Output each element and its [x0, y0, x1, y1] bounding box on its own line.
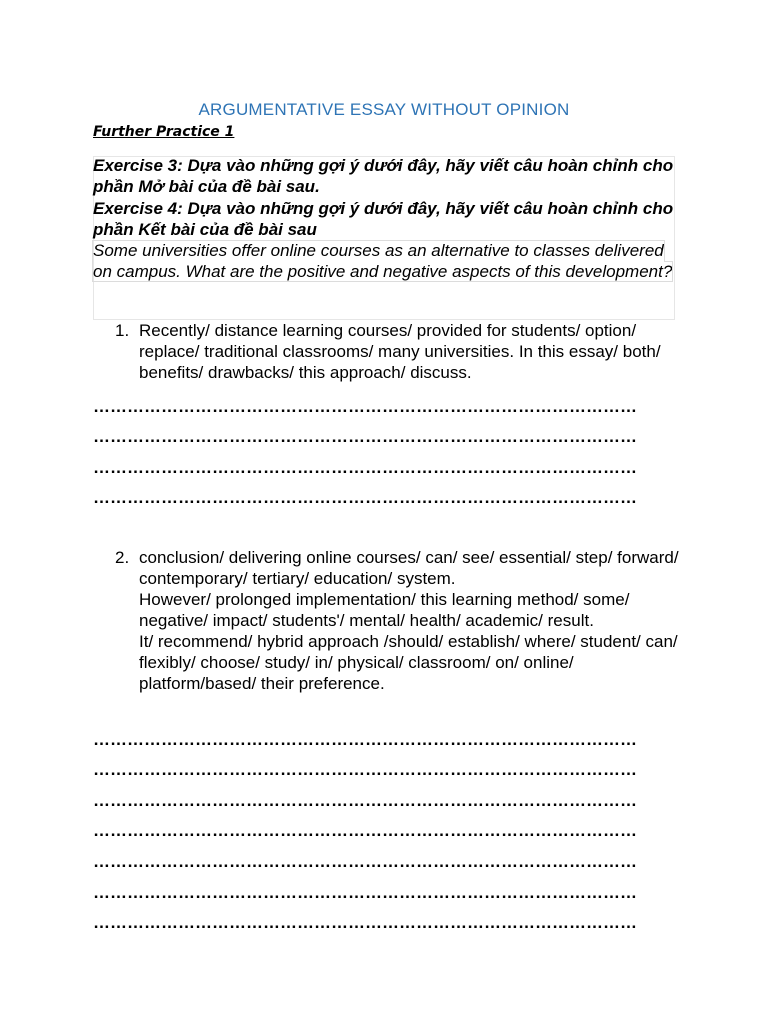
list-item-text [139, 547, 679, 694]
list-item-number: 2. [115, 548, 130, 567]
answer-line-3[interactable]: …………………………………………………………………………………… [93, 458, 637, 477]
answer-line-9[interactable]: …………………………………………………………………………………… [93, 852, 637, 871]
list-item-line: conclusion/ delivering online courses/ can/ see/ essential/ step/ forward/ contemporary/ tertiary/ education/ system. [139, 548, 679, 588]
answer-line-8[interactable]: …………………………………………………………………………………… [93, 821, 637, 840]
essay-prompt [93, 240, 683, 282]
answer-line-11[interactable]: …………………………………………………………………………………… [93, 913, 637, 932]
answer-line-7[interactable]: …………………………………………………………………………………… [93, 791, 637, 810]
list-item-line: However/ prolonged implementation/ this learning method/ some/ negative/ impact/ students'/ mental/ health/ academic/ result. [139, 590, 630, 630]
answer-line-6[interactable]: …………………………………………………………………………………… [93, 760, 637, 779]
answer-line-10[interactable]: …………………………………………………………………………………… [93, 883, 637, 902]
answer-line-1[interactable]: …………………………………………………………………………………… [93, 397, 637, 416]
essay-prompt-text: Some universities offer online courses as an alternative to classes delivered on campus. What are the positive and negative aspects of this development? [93, 241, 673, 281]
list-item-number: 1. [115, 321, 130, 340]
list-item-2 [115, 547, 685, 697]
list-item-line: It/ recommend/ hybrid approach /should/ establish/ where/ student/ can/ flexibly/ choose/ study/ in/ physical/ classroom/ on/ online/ platform/based/ their preference. [139, 632, 678, 693]
answer-line-4[interactable]: …………………………………………………………………………………… [93, 488, 637, 507]
answer-line-5[interactable]: …………………………………………………………………………………… [93, 730, 637, 749]
list-item-text: Recently/ distance learning courses/ provided for students/ option/ replace/ traditional classrooms/ many universities. In this essay/ both/ benefits/ drawbacks/ this approach/ discuss. [139, 321, 661, 382]
section-subtitle: Further Practice 1 [93, 124, 235, 140]
answer-line-2[interactable]: …………………………………………………………………………………… [93, 427, 637, 446]
exercise-4-instruction: Exercise 4: Dựa vào những gợi ý dưới đây, hãy viết câu hoàn chỉnh cho phần Kết bài của đề bài sau [93, 199, 674, 239]
exercise-3-instruction: Exercise 3: Dựa vào những gợi ý dưới đây, hãy viết câu hoàn chỉnh cho phần Mở bài của đề bài sau. [93, 156, 674, 196]
document-title: ARGUMENTATIVE ESSAY WITHOUT OPINION [198, 100, 570, 119]
list-item-1 [115, 320, 685, 386]
